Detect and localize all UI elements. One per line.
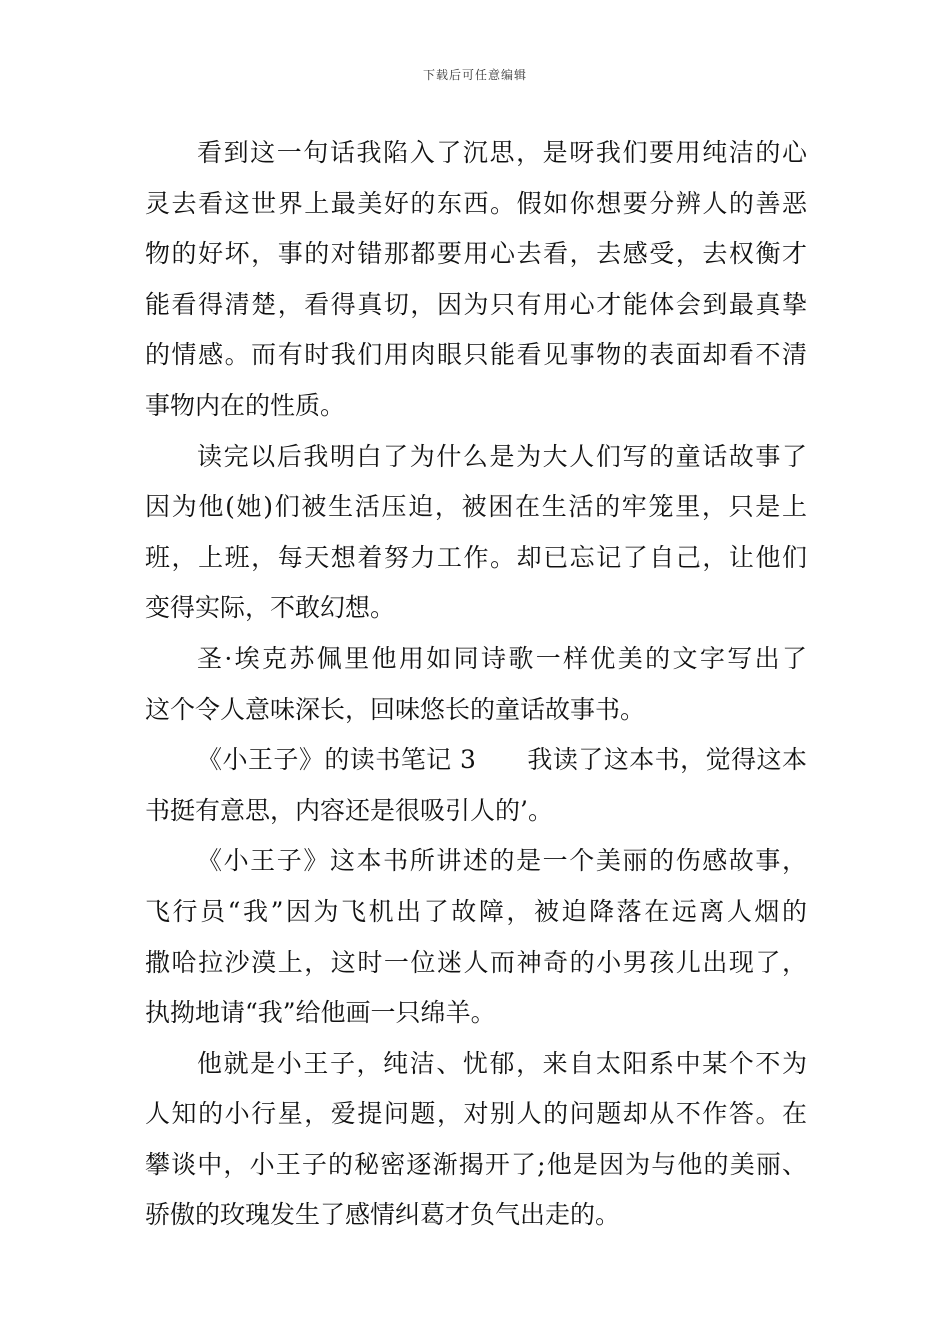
text-line: 能看得清楚，看得真切，因为只有用心才能体会到最真挚 (145, 289, 807, 319)
text-line: 他就是小王子，纯洁、忧郁，来自太阳系中某个不为 (197, 1048, 807, 1078)
text-line: 事物内在的性质。 (145, 390, 346, 420)
text-line: 因为他(她)们被生活压迫，被困在生活的牢笼里，只是上 (145, 492, 807, 522)
text-line: 圣·埃克苏佩里他用如同诗歌一样优美的文字写出了 (197, 643, 807, 673)
text-line: 看到这一句话我陷入了沉思，是呀我们要用纯洁的心 (197, 138, 807, 167)
text-line: 飞行员“我”因为飞机出了故障，被迫降落在远离人烟的 (145, 896, 807, 926)
text-line: 读完以后我明白了为什么是为大人们写的童话故事了 (197, 441, 807, 471)
text-line: 《小王子》这本书所讲述的是一个美丽的伤感故事， (197, 846, 807, 876)
text-line: 人知的小行星，爱提问题，对别人的问题却从不作答。在 (145, 1099, 807, 1129)
text-line: 物的好坏，事的对错那都要用心去看，去感受，去权衡才 (145, 239, 807, 269)
text-line: 攀谈中，小王子的秘密逐渐揭开了;他是因为与他的美丽、 (145, 1149, 807, 1179)
text-line: 书挺有意思，内容还是很吸引人的’。 (145, 795, 553, 825)
text-line: 《小王子》的读书笔记 3 我读了这本书，觉得这本 (197, 745, 807, 775)
text-line: 执拗地请“我”给他画一只绵羊。 (145, 998, 496, 1028)
text-line: 变得实际，不敢幻想。 (145, 593, 396, 623)
text-line: 撒哈拉沙漠上，这时一位迷人而神奇的小男孩儿出现了， (145, 947, 807, 977)
document-body (145, 128, 807, 1241)
page-header: 下载后可任意编辑 (422, 68, 527, 82)
text-line: 班，上班，每天想着努力工作。却已忘记了自己，让他们 (145, 542, 807, 572)
text-line: 骄傲的玫瑰发生了感情纠葛才负气出走的。 (145, 1200, 621, 1230)
text-line: 灵去看这世界上最美好的东西。假如你想要分辨人的善恶 (145, 188, 807, 218)
text-line: 的情感。而有时我们用肉眼只能看见事物的表面却看不清 (145, 340, 807, 370)
text-line: 这个令人意味深长，回味悠长的童话故事书。 (145, 694, 646, 724)
